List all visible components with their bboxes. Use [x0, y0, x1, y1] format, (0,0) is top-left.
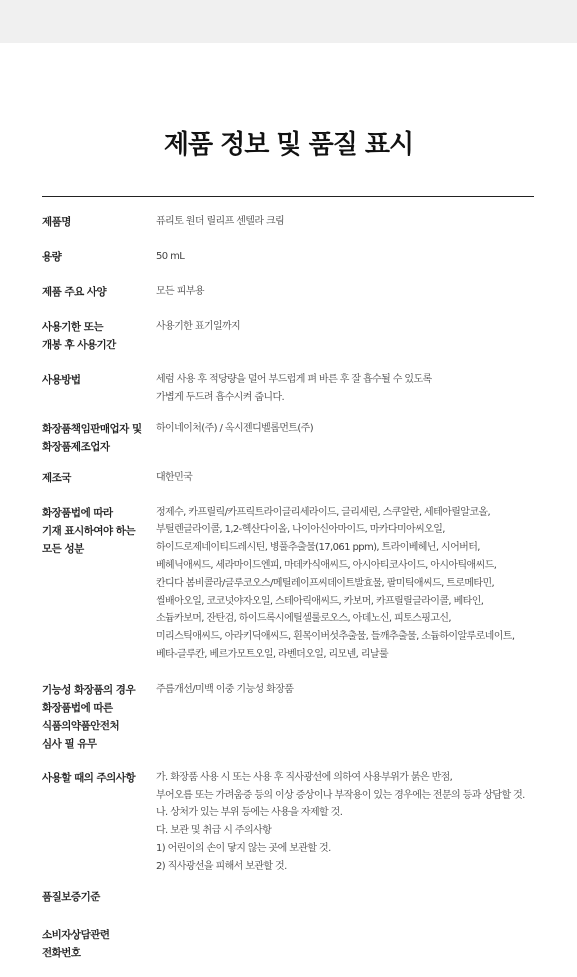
info-value-line: 모든 피부용: [156, 286, 204, 297]
info-value-line: 가. 화장품 사용 시 또는 사용 후 직사광선에 의하여 사용부위가 붉은 반점,: [156, 771, 453, 783]
info-label-line: 기능성 화장품의 경우: [42, 683, 136, 696]
info-row: [42, 469, 542, 487]
info-value-line: 하이네이처(주) / 옥시젠디벨롭먼트(주): [156, 422, 314, 434]
info-value-line: 50 mL: [156, 251, 185, 262]
info-value: [156, 888, 536, 906]
info-label-line: 모든 성분: [42, 542, 84, 555]
page-title: 제품 정보 및 품질 표시: [163, 130, 414, 160]
info-label: [42, 926, 156, 962]
info-row: [42, 769, 542, 876]
info-row: [42, 420, 542, 456]
info-label-line: 화장품책임판매업자 및: [42, 422, 142, 435]
info-label-line: 개봉 후 사용기간: [42, 339, 116, 351]
info-value-line: 사용기한 표기일까지: [156, 321, 241, 332]
info-value-line: 나. 상처가 있는 부위 등에는 사용을 자제할 것.: [156, 807, 343, 819]
info-value: [156, 469, 536, 487]
info-value: [156, 769, 536, 876]
info-label: [42, 420, 156, 456]
info-row: [42, 926, 542, 962]
info-value-line: 미리스틱애씨드, 아라키딕애씨드, 흰목이버섯추출물, 들깨추출물, 소듐하이알루로네이트,: [156, 631, 515, 643]
info-value-line: 1) 어린이의 손이 닿지 않는 곳에 보관할 것.: [156, 842, 331, 854]
info-row: [42, 318, 542, 354]
info-row: [42, 371, 542, 407]
info-value-line: 가볍게 두드려 흡수시켜 줍니다.: [156, 391, 285, 403]
info-label-line: 제품 주요 사양: [42, 286, 107, 298]
info-label-line: 화장품제조업자: [42, 440, 110, 453]
info-row: [42, 504, 542, 664]
info-label-line: 제품명: [42, 216, 71, 228]
info-value: [156, 248, 536, 266]
info-label-line: 화장품법에 따라: [42, 506, 113, 519]
info-value-line: 하이드로제네이티드레시틴, 병풀추출물(17,061 ppm), 트라이베헤닌, 시어버터,: [156, 542, 480, 554]
product-info-table: [42, 213, 542, 962]
info-row: [42, 681, 542, 753]
info-label-line: 용량: [42, 251, 62, 263]
info-value-line: 부어오름 또는 가려움증 등의 이상 증상이나 부작용이 있는 경우에는 전문의 등과 상담할 것.: [156, 789, 525, 801]
info-label-line: 기재 표시하여야 하는: [42, 524, 136, 537]
info-label-line: 사용기한 또는: [42, 321, 104, 333]
info-value: [156, 318, 536, 354]
info-value-line: 소듐카보머, 잔탄검, 하이드록시에틸셀룰로오스, 아데노신, 피토스핑고신,: [156, 613, 452, 625]
info-value-line: 다. 보관 및 취급 시 주의사항: [156, 825, 272, 837]
info-label-line: 전화번호: [42, 946, 81, 959]
info-value-line: 씰배아오일, 코코넛야자오일, 스테아릭애씨드, 카보머, 카프릴릴글라이콜, 베타인,: [156, 595, 484, 607]
info-value: [156, 420, 536, 456]
info-value: [156, 283, 536, 301]
info-value-line: 세럼 사용 후 적당량을 덜어 부드럽게 펴 바른 후 잘 흡수될 수 있도록: [156, 374, 432, 385]
info-value-line: 베헤닉애씨드, 세라마이드엔피, 마데카식애씨드, 아시아티코사이드, 아시아틱애씨드,: [156, 559, 497, 571]
info-label: [42, 504, 156, 664]
top-bar: [0, 0, 577, 43]
info-value-line: 베타-글루칸, 베르가모트오일, 라벤더오일, 리모넨, 리날룰: [156, 648, 389, 660]
info-value-line: 주름개선/미백 이중 기능성 화장품: [156, 683, 294, 695]
info-value: [156, 681, 536, 753]
info-label-line: 제조국: [42, 471, 71, 484]
info-label-line: 심사 필 유무: [42, 737, 97, 750]
info-value-line: 칸디다 봄비콜라/글루코오스/메틸레이프씨데이트발효물, 팔미틱애씨드, 트로메타민,: [156, 577, 495, 589]
info-value-line: 대한민국: [156, 471, 193, 483]
info-label-line: 품질보증기준: [42, 890, 100, 903]
info-label: [42, 469, 156, 487]
info-label-line: 사용방법: [42, 374, 81, 386]
info-label: [42, 769, 156, 876]
info-row: [42, 248, 542, 266]
info-label-line: 화장품법에 따른: [42, 701, 113, 714]
info-label: [42, 283, 156, 301]
info-row: [42, 283, 542, 301]
info-row: [42, 213, 542, 231]
info-label: [42, 371, 156, 407]
info-label: [42, 248, 156, 266]
info-label-line: 소비자상담관련: [42, 928, 110, 941]
info-label: [42, 213, 156, 231]
info-value: [156, 504, 536, 664]
info-value-line: 부틸렌글라이콜, 1,2-헥산다이올, 나이아신아마이드, 마카다미아씨오일,: [156, 524, 445, 536]
info-label: [42, 318, 156, 354]
info-value: [156, 213, 536, 231]
info-value-line: 퓨리토 원더 릴리프 센텔라 크림: [156, 216, 285, 227]
info-label: [42, 681, 156, 753]
info-value: [156, 926, 536, 962]
info-value-line: 정제수, 카프릴릭/카프릭트라이글리세라이드, 글리세린, 스쿠알란, 세테아릴알코올,: [156, 506, 491, 518]
info-value-line: 2) 직사광선을 피해서 보관할 것.: [156, 860, 287, 872]
title-divider: [42, 196, 534, 197]
info-label: [42, 888, 156, 906]
info-row: [42, 888, 542, 906]
info-label-line: 식품의약품안전처: [42, 719, 120, 732]
info-value: [156, 371, 536, 407]
info-label-line: 사용할 때의 주의사항: [42, 771, 136, 784]
